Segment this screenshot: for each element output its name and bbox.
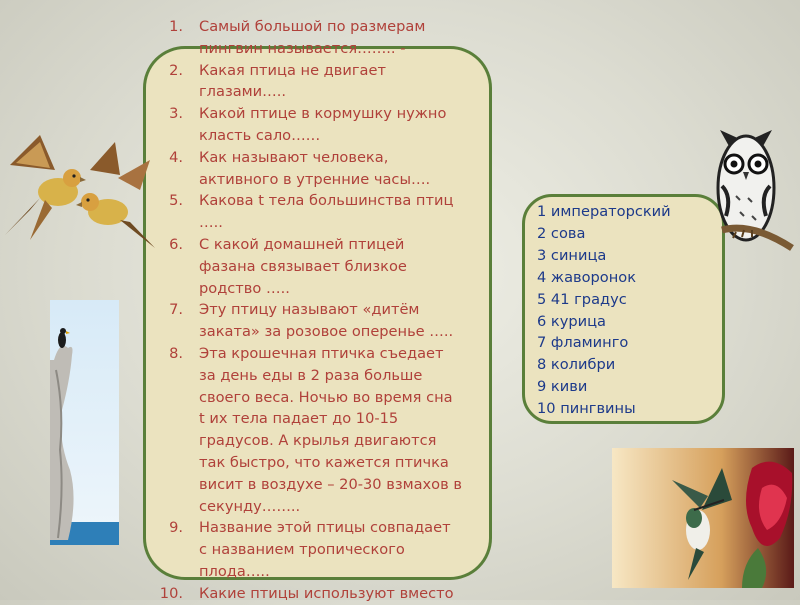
- question-item: [149, 299, 479, 343]
- question-text-line: Название этой птицы совпадает: [199, 519, 451, 537]
- question-text-line: плода…..: [199, 562, 270, 580]
- question-text-line: t их тела падает до 10-15: [199, 410, 399, 428]
- question-text-line: с названием тропического: [199, 541, 405, 559]
- answer-item: 1 императорский: [537, 203, 671, 220]
- question-number: 1.: [169, 18, 183, 35]
- question-text-line: своего веса. Ночью во время сна: [199, 388, 453, 406]
- question-text-line: …..: [199, 214, 223, 232]
- question-text-line: Какая птица не двигает: [199, 61, 386, 79]
- question-number: 8.: [169, 344, 183, 362]
- answers-list: [537, 201, 671, 420]
- question-text-line: класть сало……: [199, 126, 321, 144]
- question-text-line: Какой птице в кормушку нужно: [199, 105, 447, 123]
- question-item: [149, 147, 479, 191]
- questions-list: [149, 16, 479, 605]
- answer-item: 8 колибри: [537, 356, 616, 374]
- question-item: [149, 234, 479, 299]
- question-text-line: так быстро, что кажется птичка: [199, 453, 449, 471]
- question-item: [149, 103, 479, 147]
- question-text-line: градусов. А крылья двигаются: [199, 432, 437, 450]
- question-number: 6.: [169, 235, 183, 253]
- answer-item: 7 фламинго: [537, 334, 629, 352]
- question-text-line: за день еды в 2 раза больше: [199, 366, 423, 384]
- question-text-line: пингвин называется…….. -: [199, 39, 406, 57]
- question-text-line: фазана связывает близкое: [199, 257, 407, 275]
- question-item: [149, 517, 479, 582]
- question-number: 5.: [169, 192, 183, 210]
- question-item: [149, 60, 479, 104]
- question-text-line: С какой домашней птицей: [199, 235, 405, 253]
- answer-item: 3 синица: [537, 246, 607, 264]
- question-number: 4.: [169, 148, 183, 166]
- answer-item: 6 курица: [537, 312, 606, 330]
- question-text-line: Как называют человека,: [199, 148, 389, 166]
- answer-item: 5 41 градус: [537, 290, 627, 308]
- question-number: 2.: [169, 61, 183, 79]
- question-text-line: секунду……..: [199, 497, 301, 515]
- two-finches-image: [0, 130, 160, 255]
- question-item: [149, 343, 479, 517]
- question-text-line: висит в воздухе – 20-30 взмахов в: [199, 475, 462, 493]
- question-text-line: Какие птицы используют вместо: [199, 584, 454, 602]
- question-number: 7.: [169, 301, 183, 319]
- question-text-line: Эту птицу называют «дитём: [199, 301, 420, 319]
- question-text-line: глазами…..: [199, 83, 287, 101]
- question-item: [149, 16, 479, 60]
- answer-item: 10 пингвины: [537, 400, 636, 418]
- question-number: 9.: [169, 519, 183, 537]
- question-text-line: заката» за розовое оперенье …..: [199, 323, 454, 341]
- question-text-line: Самый большой по размерам: [199, 18, 426, 35]
- hummingbird-image: [612, 448, 794, 588]
- question-text-line: родство …..: [199, 279, 290, 297]
- owl-image: [712, 126, 796, 256]
- question-number: 3.: [169, 105, 183, 123]
- question-item: [149, 190, 479, 234]
- question-text-line: активного в утренние часы….: [199, 170, 431, 188]
- question-text-line: Эта крошечная птичка съедает: [199, 344, 444, 362]
- answer-item: 2 сова: [537, 224, 586, 242]
- question-item: [149, 583, 479, 605]
- penguin-on-rock-image: [50, 300, 119, 545]
- answer-item: 9 киви: [537, 378, 588, 396]
- question-text-line: Какова t тела большинства птиц: [199, 192, 454, 210]
- answer-item: 4 жаворонок: [537, 268, 637, 286]
- question-number: 10.: [159, 584, 183, 602]
